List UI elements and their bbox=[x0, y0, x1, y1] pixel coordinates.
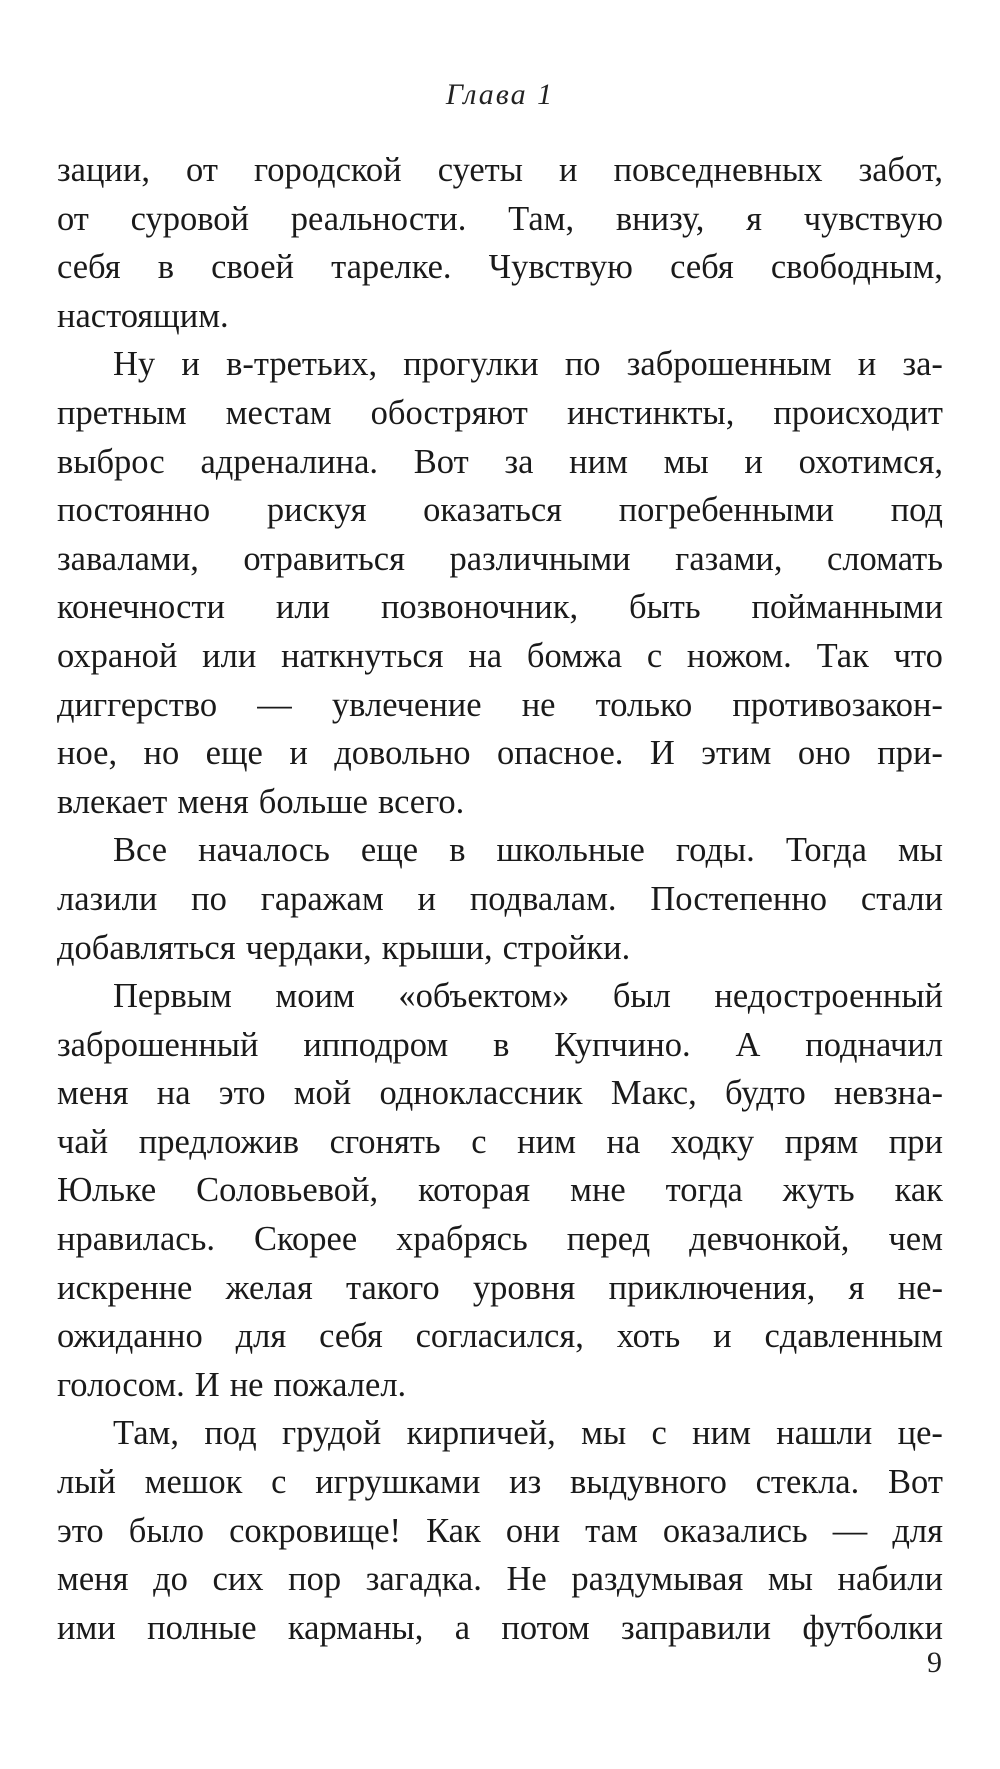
body-text bbox=[57, 146, 943, 1652]
text-line: Ну и в-третьих, прогулки по заброшенным и за- bbox=[113, 345, 943, 384]
text-line: ими полные карманы, а потом заправили футболки bbox=[57, 1608, 943, 1647]
text-line: охраной или наткнуться на бомжа с ножом. Так что bbox=[57, 636, 943, 675]
text-line: настоящим. bbox=[57, 296, 229, 335]
text-line: влекает меня больше всего. bbox=[57, 782, 465, 821]
text-line: это было сокровище! Как они там оказались — для bbox=[57, 1511, 943, 1550]
text-line: меня на это мой одноклассник Макс, будто невзна- bbox=[57, 1074, 943, 1113]
text-line: постоянно рискуя оказаться погребенными под bbox=[57, 491, 943, 530]
text-line: выброс адреналина. Вот за ним мы и охотимся, bbox=[57, 442, 943, 481]
running-header: Глава 1 bbox=[445, 78, 555, 111]
text-line: диггерство — увлечение не только противозакон- bbox=[57, 685, 943, 724]
text-line: ожиданно для себя согласился, хоть и сдавленным bbox=[57, 1317, 943, 1356]
text-line: лазили по гаражам и подвалам. Постепенно стали bbox=[57, 879, 943, 918]
text-line: конечности или позвоночник, быть пойманными bbox=[57, 588, 943, 627]
text-line: нравилась. Скорее храбрясь перед девчонкой, чем bbox=[57, 1220, 943, 1259]
text-line: голосом. И не пожалел. bbox=[57, 1365, 407, 1404]
text-line: чай предложив сгонять с ним на ходку прям при bbox=[57, 1122, 943, 1161]
text-line: Там, под грудой кирпичей, мы с ним нашли це- bbox=[113, 1414, 943, 1453]
text-line: от суровой реальности. Там, внизу, я чувствую bbox=[57, 199, 943, 238]
text-line: добавляться чердаки, крыши, стройки. bbox=[57, 928, 631, 967]
text-line: завалами, отравиться различными газами, сломать bbox=[57, 539, 943, 578]
text-line: Все началось еще в школьные годы. Тогда мы bbox=[113, 831, 943, 870]
text-line: зации, от городской суеты и повседневных забот, bbox=[57, 151, 943, 189]
text-line: претным местам обостряют инстинкты, происходит bbox=[57, 393, 943, 432]
text-line: Юльке Соловьевой, которая мне тогда жуть как bbox=[57, 1171, 943, 1210]
text-line: Первым моим «объектом» был недостроенный bbox=[113, 977, 943, 1016]
text-line: себя в своей тарелке. Чувствую себя свободным, bbox=[57, 248, 943, 287]
text-line: заброшенный ипподром в Купчино. А подначил bbox=[57, 1025, 943, 1064]
text-line: искренне желая такого уровня приключения, я не- bbox=[57, 1268, 943, 1307]
text-line: лый мешок с игрушками из выдувного стекла. Вот bbox=[57, 1463, 943, 1502]
page-number: 9 bbox=[927, 1646, 942, 1679]
text-line: меня до сих пор загадка. Не раздумывая мы набили bbox=[57, 1560, 943, 1599]
text-line: ное, но еще и довольно опасное. И этим оно при- bbox=[57, 734, 943, 773]
